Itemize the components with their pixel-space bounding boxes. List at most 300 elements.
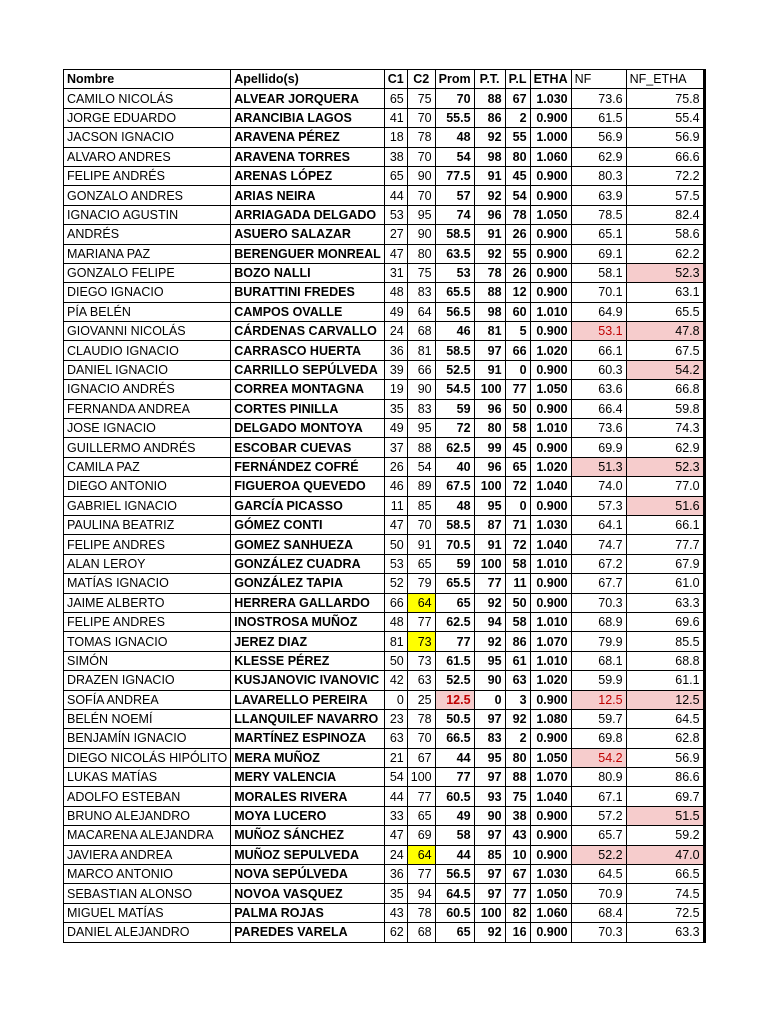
cell-nombre: CLAUDIO IGNACIO [64,341,231,360]
cell-c1: 81 [384,632,407,651]
table-row [64,651,705,670]
cell-pt: 95 [474,651,505,670]
cell-etha: 1.060 [530,903,571,922]
table-row [64,884,705,903]
cell-prom: 65 [435,923,474,942]
cell-nombre: SEBASTIAN ALONSO [64,884,231,903]
cell-pt: 92 [474,244,505,263]
cell-pt: 100 [474,903,505,922]
cell-prom: 77.5 [435,166,474,185]
cell-pt: 85 [474,845,505,864]
cell-c2: 68 [407,322,435,341]
cell-c1: 23 [384,709,407,728]
cell-etha: 0.900 [530,923,571,942]
cell-etha: 1.010 [530,419,571,438]
cell-nf-etha: 66.6 [626,147,704,166]
table-row [64,748,705,767]
cell-nombre: GIOVANNI NICOLÁS [64,322,231,341]
cell-c1: 33 [384,806,407,825]
cell-etha: 0.900 [530,438,571,457]
cell-apellidos: KLESSE PÉREZ [231,651,385,670]
header-c2: C2 [407,70,435,89]
cell-c2: 69 [407,826,435,845]
cell-apellidos: ARRIAGADA DELGADO [231,205,385,224]
cell-etha: 1.030 [530,89,571,108]
cell-pt: 91 [474,360,505,379]
cell-etha: 0.900 [530,283,571,302]
cell-nombre: CAMILA PAZ [64,457,231,476]
cell-c1: 62 [384,923,407,942]
table-row [64,806,705,825]
cell-etha: 1.050 [530,205,571,224]
cell-nombre: DRAZEN IGNACIO [64,671,231,690]
cell-c2: 75 [407,263,435,282]
cell-nombre: MATÍAS IGNACIO [64,574,231,593]
cell-etha: 0.900 [530,166,571,185]
cell-nf-etha: 86.6 [626,768,704,787]
cell-pl: 77 [505,884,530,903]
cell-pt: 81 [474,322,505,341]
cell-etha: 0.900 [530,322,571,341]
cell-pt: 99 [474,438,505,457]
cell-prom: 12.5 [435,690,474,709]
table-row [64,225,705,244]
cell-pt: 83 [474,729,505,748]
cell-pl: 71 [505,515,530,534]
cell-pl: 45 [505,438,530,457]
cell-nf: 12.5 [571,690,626,709]
cell-apellidos: BERENGUER MONREAL [231,244,385,263]
cell-prom: 54.5 [435,380,474,399]
cell-nf-etha: 51.6 [626,496,704,515]
cell-nombre: JAVIERA ANDREA [64,845,231,864]
cell-nf-etha: 66.8 [626,380,704,399]
cell-c1: 53 [384,205,407,224]
cell-apellidos: ARENAS LÓPEZ [231,166,385,185]
cell-prom: 65.5 [435,574,474,593]
cell-nombre: GABRIEL IGNACIO [64,496,231,515]
cell-c2: 70 [407,515,435,534]
cell-apellidos: ESCOBAR CUEVAS [231,438,385,457]
cell-pt: 95 [474,748,505,767]
cell-nombre: FELIPE ANDRÉS [64,166,231,185]
cell-nf: 78.5 [571,205,626,224]
cell-c1: 26 [384,457,407,476]
cell-nf-etha: 12.5 [626,690,704,709]
cell-nf-etha: 69.6 [626,612,704,631]
cell-nombre: MIGUEL MATÍAS [64,903,231,922]
cell-apellidos: NOVA SEPÚLVEDA [231,865,385,884]
table-row [64,205,705,224]
table-row [64,89,705,108]
cell-apellidos: MARTÍNEZ ESPINOZA [231,729,385,748]
cell-pl: 58 [505,612,530,631]
cell-c2: 68 [407,923,435,942]
cell-pl: 5 [505,322,530,341]
cell-nf: 66.1 [571,341,626,360]
cell-pl: 50 [505,399,530,418]
cell-apellidos: CAMPOS OVALLE [231,302,385,321]
cell-nombre: JOSE IGNACIO [64,419,231,438]
table-row [64,380,705,399]
cell-pl: 86 [505,632,530,651]
cell-nombre: CAMILO NICOLÁS [64,89,231,108]
cell-prom: 59 [435,554,474,573]
cell-prom: 57 [435,186,474,205]
cell-pt: 97 [474,826,505,845]
cell-etha: 1.000 [530,128,571,147]
cell-c2: 64 [407,845,435,864]
cell-c1: 19 [384,380,407,399]
cell-c1: 53 [384,554,407,573]
cell-nf: 73.6 [571,89,626,108]
cell-apellidos: ARAVENA PÉREZ [231,128,385,147]
cell-nf: 60.3 [571,360,626,379]
cell-pt: 88 [474,283,505,302]
cell-pl: 0 [505,496,530,515]
cell-pt: 97 [474,768,505,787]
cell-nf: 57.3 [571,496,626,515]
cell-prom: 50.5 [435,709,474,728]
cell-c2: 90 [407,166,435,185]
cell-nf: 80.9 [571,768,626,787]
cell-nf: 59.7 [571,709,626,728]
cell-nf: 80.3 [571,166,626,185]
cell-pl: 58 [505,419,530,438]
cell-apellidos: MUÑOZ SEPULVEDA [231,845,385,864]
table-row [64,768,705,787]
cell-c1: 41 [384,108,407,127]
cell-pl: 65 [505,457,530,476]
cell-pl: 12 [505,283,530,302]
cell-apellidos: LAVARELLO PEREIRA [231,690,385,709]
cell-pl: 80 [505,147,530,166]
cell-apellidos: JEREZ DIAZ [231,632,385,651]
cell-prom: 58.5 [435,515,474,534]
cell-etha: 1.040 [530,535,571,554]
cell-nf: 68.1 [571,651,626,670]
cell-pl: 54 [505,186,530,205]
cell-nf-etha: 52.3 [626,263,704,282]
cell-nf: 70.3 [571,593,626,612]
table-row [64,709,705,728]
table-row [64,341,705,360]
cell-pl: 78 [505,205,530,224]
cell-prom: 63.5 [435,244,474,263]
cell-pl: 2 [505,729,530,748]
cell-c2: 70 [407,108,435,127]
cell-etha: 0.900 [530,826,571,845]
cell-pt: 92 [474,128,505,147]
cell-nf-etha: 74.5 [626,884,704,903]
table-row [64,787,705,806]
cell-pl: 77 [505,380,530,399]
cell-pt: 100 [474,477,505,496]
header-c1: C1 [384,70,407,89]
cell-pt: 78 [474,263,505,282]
table-row [64,322,705,341]
cell-c1: 35 [384,399,407,418]
cell-nf-etha: 72.5 [626,903,704,922]
cell-c1: 48 [384,283,407,302]
cell-etha: 0.900 [530,263,571,282]
cell-c2: 95 [407,205,435,224]
cell-nombre: FELIPE ANDRES [64,612,231,631]
cell-nombre: DIEGO ANTONIO [64,477,231,496]
cell-nf-etha: 62.9 [626,438,704,457]
cell-nombre: DIEGO NICOLÁS HIPÓLITO [64,748,231,767]
cell-pl: 80 [505,748,530,767]
cell-nf-etha: 67.9 [626,554,704,573]
cell-prom: 58.5 [435,341,474,360]
cell-c1: 49 [384,419,407,438]
cell-nf-etha: 66.1 [626,515,704,534]
cell-etha: 0.900 [530,806,571,825]
cell-nombre: IGNACIO ANDRÉS [64,380,231,399]
cell-nf: 67.2 [571,554,626,573]
cell-nf-etha: 65.5 [626,302,704,321]
cell-prom: 65.5 [435,283,474,302]
cell-etha: 1.020 [530,671,571,690]
table-row [64,865,705,884]
table-row [64,690,705,709]
cell-nf: 65.7 [571,826,626,845]
cell-pl: 92 [505,709,530,728]
cell-etha: 0.900 [530,593,571,612]
cell-c1: 36 [384,341,407,360]
cell-nf: 65.1 [571,225,626,244]
cell-nf: 69.1 [571,244,626,263]
cell-nf: 58.1 [571,263,626,282]
cell-c2: 89 [407,477,435,496]
cell-pt: 97 [474,709,505,728]
cell-c2: 91 [407,535,435,554]
cell-apellidos: MUÑOZ SÁNCHEZ [231,826,385,845]
cell-pt: 91 [474,535,505,554]
cell-prom: 62.5 [435,438,474,457]
cell-nombre: DIEGO IGNACIO [64,283,231,302]
table-row [64,477,705,496]
cell-etha: 1.020 [530,457,571,476]
cell-pl: 3 [505,690,530,709]
cell-c1: 43 [384,903,407,922]
cell-c2: 83 [407,283,435,302]
cell-nf-etha: 66.5 [626,865,704,884]
cell-prom: 55.5 [435,108,474,127]
cell-pl: 72 [505,535,530,554]
cell-etha: 1.010 [530,554,571,573]
cell-etha: 1.050 [530,748,571,767]
cell-pt: 96 [474,399,505,418]
cell-nf: 62.9 [571,147,626,166]
cell-nf-etha: 82.4 [626,205,704,224]
cell-c2: 67 [407,748,435,767]
table-row [64,399,705,418]
cell-nombre: BRUNO ALEJANDRO [64,806,231,825]
header-nf-etha: NF_ETHA [626,70,704,89]
cell-pt: 92 [474,923,505,942]
cell-c2: 80 [407,244,435,263]
cell-nombre: SIMÓN [64,651,231,670]
cell-pt: 88 [474,89,505,108]
cell-c2: 78 [407,128,435,147]
cell-pt: 96 [474,457,505,476]
cell-c2: 65 [407,554,435,573]
table-row [64,729,705,748]
cell-pl: 26 [505,225,530,244]
cell-nombre: JAIME ALBERTO [64,593,231,612]
cell-nf: 52.2 [571,845,626,864]
cell-pl: 72 [505,477,530,496]
cell-etha: 0.900 [530,108,571,127]
table-row [64,903,705,922]
cell-c2: 25 [407,690,435,709]
cell-nf-etha: 62.8 [626,729,704,748]
table-row [64,496,705,515]
table-row [64,186,705,205]
cell-nf-etha: 59.2 [626,826,704,845]
cell-c1: 44 [384,787,407,806]
cell-prom: 67.5 [435,477,474,496]
cell-pt: 92 [474,593,505,612]
table-row [64,671,705,690]
cell-etha: 0.900 [530,496,571,515]
cell-c2: 90 [407,380,435,399]
cell-nf-etha: 75.8 [626,89,704,108]
cell-etha: 1.040 [530,787,571,806]
cell-apellidos: FIGUEROA QUEVEDO [231,477,385,496]
cell-pt: 95 [474,496,505,515]
cell-nf: 57.2 [571,806,626,825]
cell-pt: 92 [474,632,505,651]
cell-c2: 70 [407,186,435,205]
cell-etha: 1.050 [530,380,571,399]
cell-apellidos: CORTES PINILLA [231,399,385,418]
cell-pt: 97 [474,341,505,360]
cell-pt: 90 [474,671,505,690]
cell-nf-etha: 77.0 [626,477,704,496]
cell-pl: 2 [505,108,530,127]
cell-nombre: GONZALO FELIPE [64,263,231,282]
cell-pt: 98 [474,302,505,321]
cell-c2: 70 [407,147,435,166]
cell-c2: 94 [407,884,435,903]
cell-apellidos: GOMEZ SANHUEZA [231,535,385,554]
cell-nf: 59.9 [571,671,626,690]
cell-nf-etha: 74.3 [626,419,704,438]
table-row [64,554,705,573]
cell-c1: 18 [384,128,407,147]
cell-c1: 21 [384,748,407,767]
cell-c2: 64 [407,302,435,321]
cell-nf-etha: 69.7 [626,787,704,806]
table-row [64,166,705,185]
table-row [64,923,705,942]
cell-pl: 55 [505,244,530,263]
cell-etha: 0.900 [530,225,571,244]
cell-apellidos: ARIAS NEIRA [231,186,385,205]
cell-prom: 70.5 [435,535,474,554]
cell-apellidos: INOSTROSA MUÑOZ [231,612,385,631]
cell-nf: 67.1 [571,787,626,806]
cell-pl: 10 [505,845,530,864]
cell-c2: 85 [407,496,435,515]
cell-c1: 65 [384,89,407,108]
cell-c1: 63 [384,729,407,748]
cell-nf: 64.5 [571,865,626,884]
cell-etha: 1.070 [530,632,571,651]
cell-c1: 47 [384,826,407,845]
cell-nf-etha: 51.5 [626,806,704,825]
cell-nf: 69.9 [571,438,626,457]
cell-c2: 73 [407,632,435,651]
header-etha: ETHA [530,70,571,89]
cell-pl: 63 [505,671,530,690]
cell-nf: 53.1 [571,322,626,341]
cell-pl: 67 [505,865,530,884]
cell-prom: 44 [435,748,474,767]
table-row [64,845,705,864]
cell-nf: 61.5 [571,108,626,127]
cell-etha: 1.070 [530,768,571,787]
grades-spreadsheet [63,69,706,943]
cell-nombre: GONZALO ANDRES [64,186,231,205]
cell-pl: 75 [505,787,530,806]
cell-pt: 98 [474,147,505,166]
cell-pt: 87 [474,515,505,534]
cell-nf-etha: 64.5 [626,709,704,728]
cell-nombre: DANIEL IGNACIO [64,360,231,379]
cell-prom: 59 [435,399,474,418]
cell-nombre: ANDRÉS [64,225,231,244]
cell-nf: 54.2 [571,748,626,767]
cell-c1: 50 [384,651,407,670]
cell-nf-etha: 61.1 [626,671,704,690]
cell-prom: 66.5 [435,729,474,748]
cell-apellidos: FERNÁNDEZ COFRÉ [231,457,385,476]
cell-nf: 56.9 [571,128,626,147]
table-row [64,360,705,379]
cell-prom: 46 [435,322,474,341]
cell-c1: 39 [384,360,407,379]
cell-c2: 88 [407,438,435,457]
cell-c1: 48 [384,612,407,631]
cell-etha: 0.900 [530,244,571,263]
cell-c1: 47 [384,515,407,534]
cell-etha: 0.900 [530,360,571,379]
cell-apellidos: GÓMEZ CONTI [231,515,385,534]
cell-prom: 58.5 [435,225,474,244]
table-row [64,574,705,593]
cell-pt: 0 [474,690,505,709]
cell-etha: 1.050 [530,884,571,903]
cell-c1: 24 [384,845,407,864]
cell-prom: 52.5 [435,360,474,379]
cell-nf: 66.4 [571,399,626,418]
cell-c1: 11 [384,496,407,515]
cell-etha: 0.900 [530,186,571,205]
cell-pl: 45 [505,166,530,185]
cell-pt: 97 [474,865,505,884]
cell-nombre: MARCO ANTONIO [64,865,231,884]
cell-pl: 58 [505,554,530,573]
cell-prom: 52.5 [435,671,474,690]
cell-apellidos: MOYA LUCERO [231,806,385,825]
cell-c1: 66 [384,593,407,612]
cell-nf-etha: 63.1 [626,283,704,302]
cell-nf-etha: 47.8 [626,322,704,341]
cell-pl: 0 [505,360,530,379]
